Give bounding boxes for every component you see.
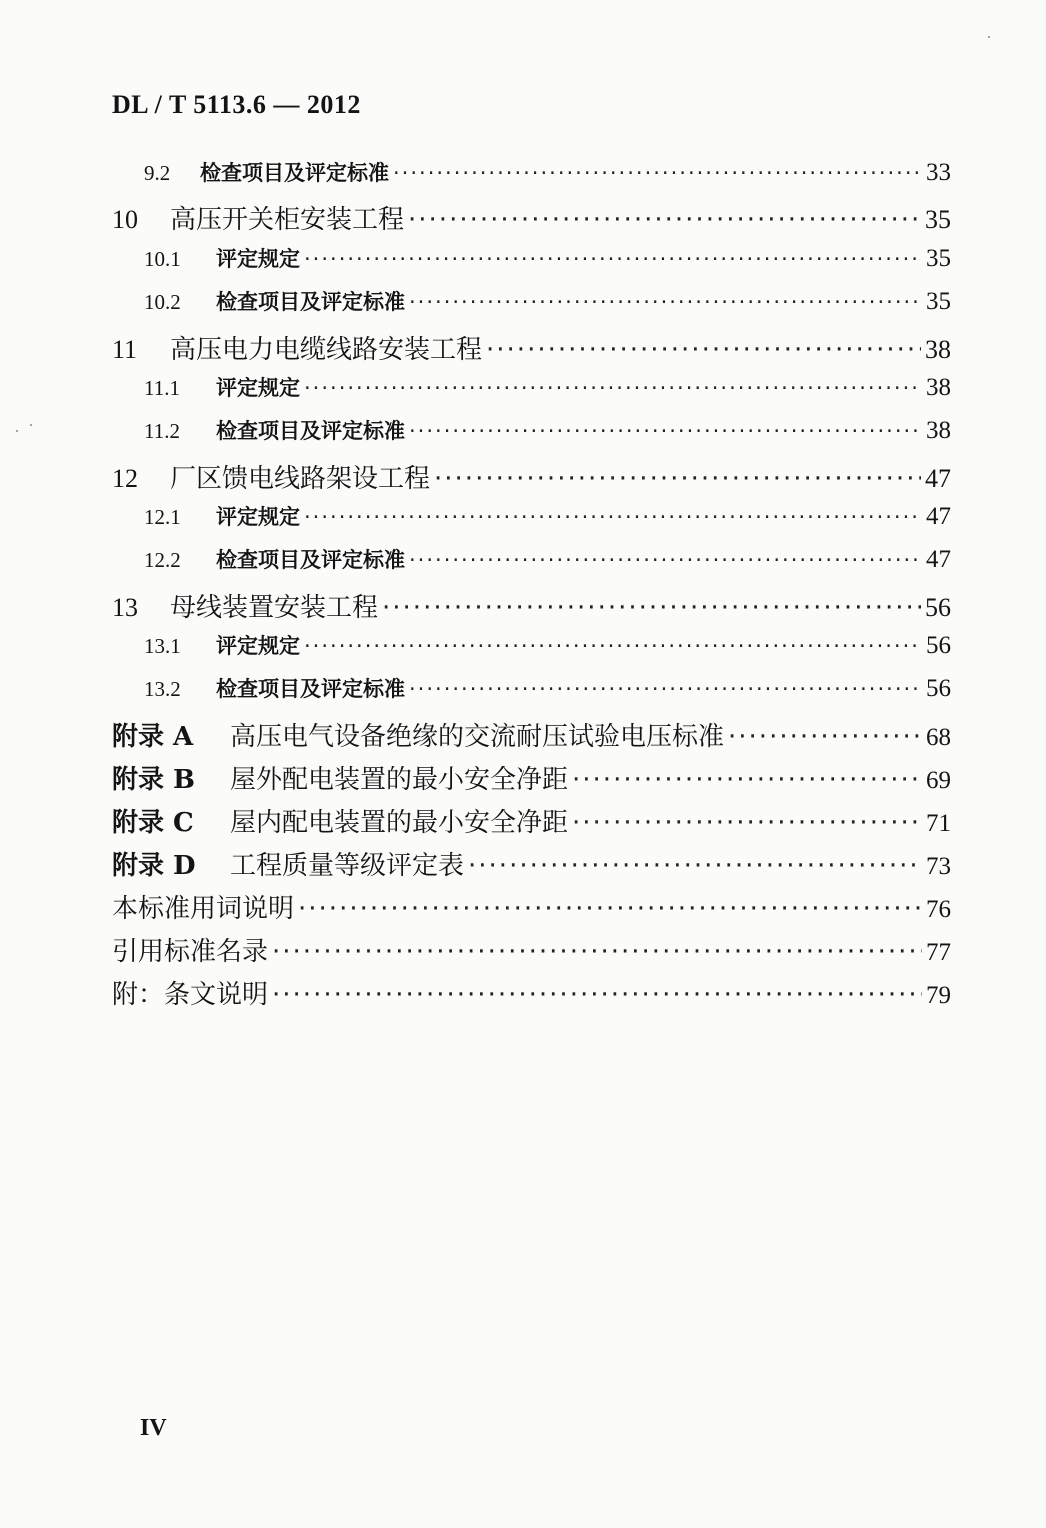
toc-entry-page: 38 (925, 335, 951, 364)
toc-dot-leader (572, 765, 922, 795)
toc-entry-page: 79 (926, 982, 951, 1009)
toc-entry-number: 10.2 (144, 290, 181, 314)
toc-entry[interactable] (144, 157, 951, 197)
toc-entry-number: 12 (112, 464, 138, 493)
toc-entry-number: 附录 A (112, 722, 194, 752)
toc-entry[interactable] (144, 673, 951, 713)
toc-entry-number: 附录 C (112, 808, 194, 838)
toc-dot-leader (409, 419, 922, 443)
toc-entry-number: 10 (112, 205, 138, 234)
page-folio: IV (140, 1415, 167, 1441)
toc-dot-leader (272, 980, 922, 1010)
toc-entry-page: 47 (926, 503, 951, 530)
toc-entry-title: 评定规定 (216, 633, 300, 658)
toc-entry-page: 56 (926, 675, 951, 702)
toc-entry-title: 检查项目及评定标准 (216, 289, 405, 314)
toc-entry[interactable] (112, 458, 951, 498)
toc-entry-number: 11.1 (144, 376, 180, 400)
toc-entry-page: 35 (925, 205, 951, 234)
toc-entry[interactable] (112, 802, 951, 842)
toc-entry[interactable] (144, 243, 951, 283)
toc-entry-page: 47 (925, 464, 951, 493)
toc-entry-title: 屋内配电装置的最小安全净距 (230, 808, 569, 838)
toc-entry-number: 10.1 (144, 247, 181, 271)
toc-entry-title: 评定规定 (216, 246, 300, 271)
toc-entry[interactable] (144, 372, 951, 412)
toc-entry[interactable] (112, 888, 951, 928)
toc-entry-title: 本标准用词说明 (112, 894, 295, 924)
toc-dot-leader (304, 247, 922, 271)
toc-entry[interactable] (112, 931, 951, 971)
toc-entry-title: 工程质量等级评定表 (230, 851, 465, 881)
toc-entry[interactable] (144, 286, 951, 326)
toc-entry-number: 9.2 (144, 161, 171, 185)
toc-entry-page: 77 (926, 939, 951, 966)
toc-dot-leader (409, 677, 922, 701)
scan-speck (16, 430, 18, 432)
toc-entry[interactable] (112, 587, 951, 627)
toc-entry-title: 检查项目及评定标准 (216, 676, 405, 701)
toc-dot-leader (409, 290, 922, 314)
toc-entry-page: 76 (926, 896, 951, 923)
toc-entry-title: 引用标准名录 (112, 937, 269, 967)
toc-entry-page: 71 (926, 810, 951, 837)
toc-dot-leader (272, 937, 922, 967)
toc-entry-title: 高压电力电缆线路安装工程 (170, 335, 483, 365)
toc-dot-leader (486, 335, 921, 365)
toc-entry[interactable] (112, 759, 951, 799)
toc-entry-number: 13.1 (144, 634, 181, 658)
toc-entry-title: 检查项目及评定标准 (216, 547, 405, 572)
toc-entry-title: 厂区馈电线路架设工程 (170, 464, 431, 494)
toc-entry[interactable] (112, 845, 951, 885)
toc-entry-page: 73 (926, 853, 951, 880)
toc-entry-title: 屋外配电装置的最小安全净距 (230, 765, 569, 795)
toc-entry-title: 母线装置安装工程 (170, 593, 379, 623)
toc-entry-title: 检查项目及评定标准 (216, 418, 405, 443)
scan-speck (988, 36, 990, 38)
toc-dot-leader (298, 894, 922, 924)
toc-entry-page: 33 (926, 159, 951, 186)
toc-entry-page: 38 (926, 417, 951, 444)
toc-entry-page: 35 (926, 288, 951, 315)
toc-entry[interactable] (144, 544, 951, 584)
toc-dot-leader (393, 161, 922, 185)
toc-dot-leader (304, 505, 922, 529)
toc-dot-leader (304, 634, 922, 658)
toc-entry[interactable] (144, 415, 951, 455)
toc-dot-leader (304, 376, 922, 400)
toc-entry-number: 11 (112, 335, 138, 364)
toc-dot-leader (728, 722, 922, 752)
standard-number-header: DL / T 5113.6 — 2012 (112, 90, 361, 119)
toc-dot-leader (408, 205, 921, 235)
toc-entry-page: 47 (926, 546, 951, 573)
toc-entry-number: 11.2 (144, 419, 180, 443)
toc-entry[interactable] (144, 501, 951, 541)
toc-entry-page: 56 (925, 593, 951, 622)
toc-dot-leader (572, 808, 922, 838)
toc-entry-page: 35 (926, 245, 951, 272)
toc-dot-leader (468, 851, 922, 881)
scan-speck (30, 424, 32, 426)
toc-entry-number: 附录 B (112, 765, 196, 795)
toc-entry[interactable] (112, 329, 951, 369)
toc-entry-number: 附录 D (112, 851, 196, 881)
toc-entry-number: 12.1 (144, 505, 181, 529)
toc-entry-title: 评定规定 (216, 375, 300, 400)
toc-entry-page: 69 (926, 767, 951, 794)
toc-entry-title: 附：条文说明 (112, 980, 269, 1010)
toc-entry-title: 检查项目及评定标准 (200, 160, 389, 185)
toc-entry-number: 12.2 (144, 548, 181, 572)
toc-dot-leader (409, 548, 922, 572)
toc-dot-leader (382, 593, 921, 623)
toc-entry-page: 56 (926, 632, 951, 659)
toc-entry-title: 评定规定 (216, 504, 300, 529)
toc-entry-number: 13.2 (144, 677, 181, 701)
toc-entry-page: 38 (926, 374, 951, 401)
toc-entry-title: 高压电气设备绝缘的交流耐压试验电压标准 (230, 722, 725, 752)
toc-entry-title: 高压开关柜安装工程 (170, 205, 405, 235)
toc-entry[interactable] (112, 974, 951, 1014)
toc-dot-leader (434, 464, 921, 494)
toc-entry[interactable] (112, 199, 951, 239)
toc-entry[interactable] (112, 716, 951, 756)
toc-entry[interactable] (144, 630, 951, 670)
toc-entry-number: 13 (112, 593, 138, 622)
toc-entry-page: 68 (926, 724, 951, 751)
